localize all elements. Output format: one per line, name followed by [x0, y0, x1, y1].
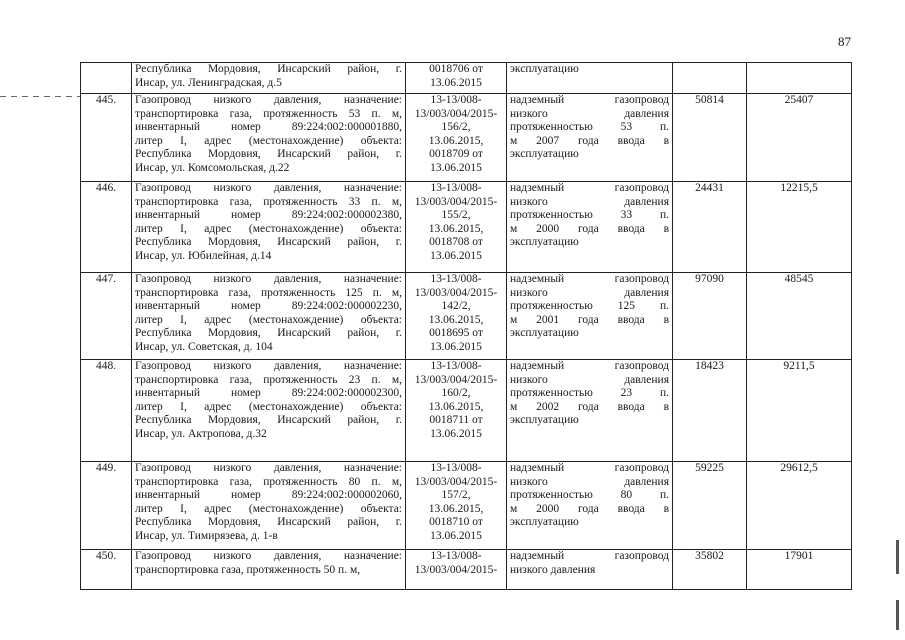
registration-record: 13-13/008- 13/003/004/2015- 160/2, 13.06.2015, 0018711 от 13.06.2015: [406, 360, 507, 462]
value-share: 12215,5: [747, 182, 852, 273]
value-cadastral: 59225: [673, 462, 747, 550]
object-characteristics: надземный газопровод низкого давления протяженностью 33 п. м 2000 года ввода в эксплуатацию: [507, 182, 673, 273]
value-cadastral: 18423: [673, 360, 747, 462]
value-share: 25407: [747, 94, 852, 182]
registration-record: 0018706 от 13.06.2015: [406, 63, 507, 94]
object-characteristics: надземный газопровод низкого давления протяженностью 125 п. м 2001 года ввода в эксплуатацию: [507, 273, 673, 360]
page-number: 87: [838, 34, 851, 49]
table-row: [81, 360, 852, 462]
table-row: [81, 550, 852, 590]
registration-record: 13-13/008- 13/003/004/2015- 155/2, 13.06.2015, 0018708 от 13.06.2015: [406, 182, 507, 273]
value-cadastral: [673, 63, 747, 94]
object-characteristics: эксплуатацию: [507, 63, 673, 94]
property-table: [80, 62, 852, 590]
object-description: Газопровод низкого давления, назначение: транспортировка газа, протяженность 80 п. м, инвентарный номер 89:224:002:000002060, литер I, адрес (местонахождение) объекта: Республика Мордовия, Инсарский район, г. Инсар, ул. Тимирязева, д. 1-в: [132, 462, 406, 550]
object-characteristics: надземный газопровод низкого давления протяженностью 53 п. м 2007 года ввода в эксплуатацию: [507, 94, 673, 182]
row-number: 447.: [81, 273, 132, 360]
table-row: [81, 94, 852, 182]
table-row: [81, 182, 852, 273]
value-cadastral: 24431: [673, 182, 747, 273]
scan-artifact-line: [0, 96, 80, 97]
scan-edge-mark: [896, 540, 899, 574]
table-row: [81, 273, 852, 360]
registration-record: 13-13/008- 13/003/004/2015- 142/2, 13.06.2015, 0018695 от 13.06.2015: [406, 273, 507, 360]
object-description: Республика Мордовия, Инсарский район, г. Инсар, ул. Ленинградская, д.5: [132, 63, 406, 94]
object-description: Газопровод низкого давления, назначение: транспортировка газа, протяженность 23 п. м, инвентарный номер 89:224:002:000002300, литер I, адрес (местонахождение) объекта: Республика Мордовия, Инсарский район, г. Инсар, ул. Актропова, д.32: [132, 360, 406, 462]
row-number: 449.: [81, 462, 132, 550]
row-number: 445.: [81, 94, 132, 182]
value-share: 9211,5: [747, 360, 852, 462]
object-description: Газопровод низкого давления, назначение: транспортировка газа, протяженность 50 п. м,: [132, 550, 406, 590]
registration-record: 13-13/008- 13/003/004/2015-: [406, 550, 507, 590]
table-row: [81, 462, 852, 550]
object-characteristics: надземный газопровод низкого давления протяженностью 80 п. м 2000 года ввода в эксплуатацию: [507, 462, 673, 550]
row-number: 446.: [81, 182, 132, 273]
object-description: Газопровод низкого давления, назначение: транспортировка газа, протяженность 53 п. м, инвентарный номер 89:224:002:000001880, литер I, адрес (местонахождение) объекта: Республика Мордовия, Инсарский район, г. Инсар, ул. Комсомольская, д.22: [132, 94, 406, 182]
row-number: [81, 63, 132, 94]
value-share: [747, 63, 852, 94]
value-cadastral: 97090: [673, 273, 747, 360]
row-number: 450.: [81, 550, 132, 590]
value-share: 48545: [747, 273, 852, 360]
row-number: 448.: [81, 360, 132, 462]
value-cadastral: 50814: [673, 94, 747, 182]
object-description: Газопровод низкого давления, назначение: транспортировка газа, протяженность 33 п. м, инвентарный номер 89:224:002:000002380, литер I, адрес (местонахождение) объекта: Республика Мордовия, Инсарский район, г. Инсар, ул. Юбилейная, д.14: [132, 182, 406, 273]
registration-record: 13-13/008- 13/003/004/2015- 157/2, 13.06.2015, 0018710 от 13.06.2015: [406, 462, 507, 550]
value-cadastral: 35802: [673, 550, 747, 590]
object-characteristics: надземный газопровод низкого давления: [507, 550, 673, 590]
scan-edge-mark: [896, 600, 899, 630]
object-characteristics: надземный газопровод низкого давления протяженностью 23 п. м 2002 года ввода в эксплуатацию: [507, 360, 673, 462]
registration-record: 13-13/008- 13/003/004/2015- 156/2, 13.06.2015, 0018709 от 13.06.2015: [406, 94, 507, 182]
value-share: 29612,5: [747, 462, 852, 550]
table-row-continuation: [81, 63, 852, 94]
value-share: 17901: [747, 550, 852, 590]
object-description: Газопровод низкого давления, назначение: транспортировка газа, протяженность 125 п. м, инвентарный номер 89:224:002:000002230, литер I, адрес (местонахождение) объекта: Республика Мордовия, Инсарский район, г. Инсар, ул. Советская, д. 104: [132, 273, 406, 360]
